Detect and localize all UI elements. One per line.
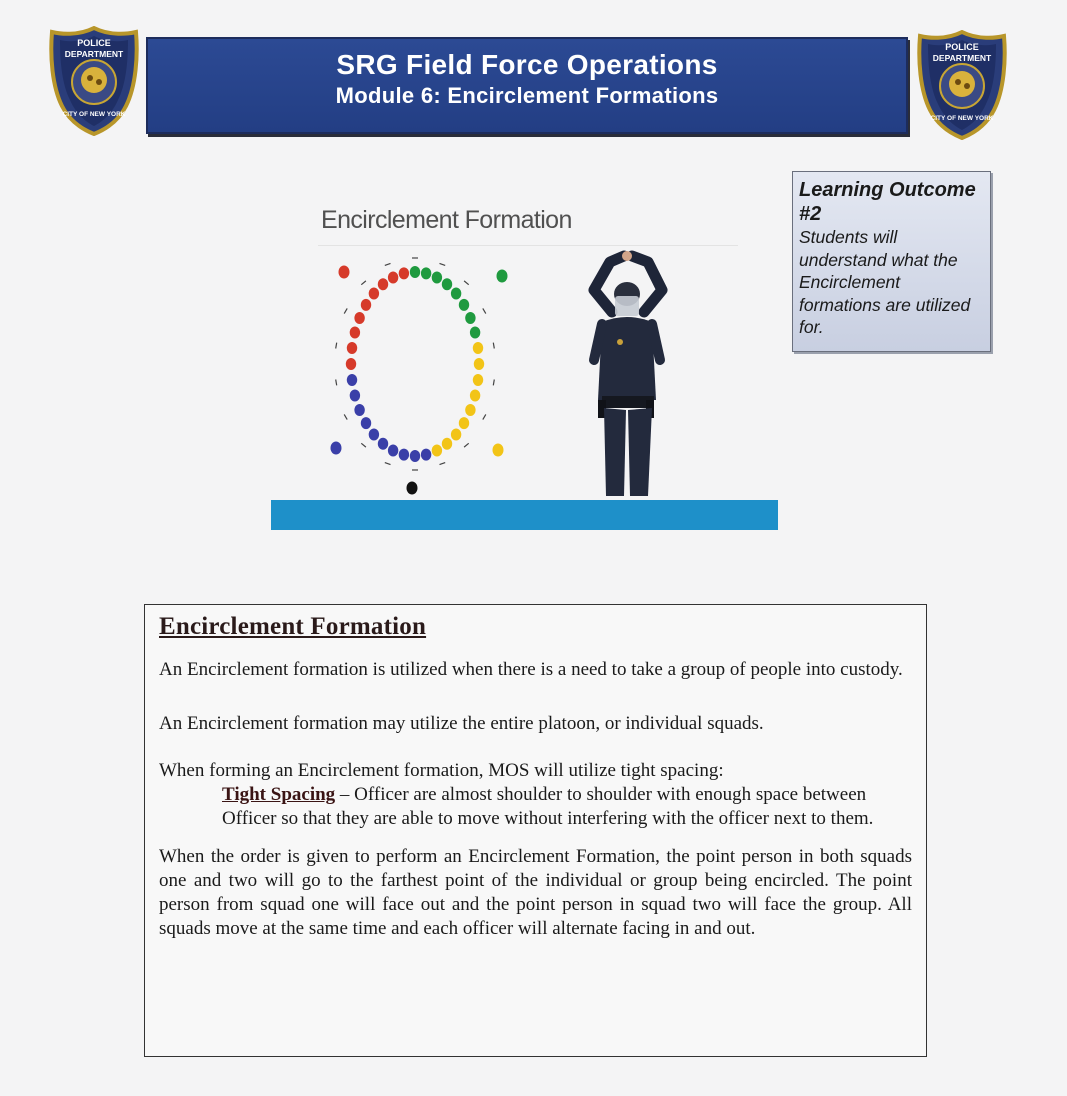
formation-officer-marker: [378, 278, 388, 290]
formation-spacing-tick: [344, 414, 347, 419]
formation-spacing-tick: [336, 343, 337, 349]
formation-officer-marker: [388, 272, 398, 284]
slide-title-divider: [318, 245, 738, 246]
badge-right-bottom-text: CITY OF NEW YORK: [930, 115, 994, 122]
formation-spacing-tick: [361, 281, 366, 285]
badge-right-top-text: POLICE: [945, 42, 979, 52]
formation-officer-marker: [369, 429, 379, 441]
formation-officer-marker: [388, 445, 398, 457]
formation-officer-marker: [459, 417, 469, 429]
badge-left-mid-text: DEPARTMENT: [64, 49, 124, 59]
formation-officer-marker: [473, 374, 483, 386]
paragraph-procedure: When the order is given to perform an Encirclement Formation, the point person in both squads one and two will go to the farthest point of the individual or group being encircled. The point person from squad one will face out and the point person in squad two will face the group. All squads move at the same time and each officer will alternate facing in and out.: [159, 846, 912, 939]
formation-spacing-tick: [493, 343, 494, 349]
learning-outcome-heading: Learning Outcome #2: [799, 179, 976, 225]
formation-spacing-tick: [336, 380, 337, 386]
squad-leader-marker: [497, 270, 508, 283]
formation-officer-marker: [421, 449, 431, 461]
formation-officer-marker: [347, 374, 357, 386]
formation-officer-marker: [369, 288, 379, 300]
formation-officer-marker: [361, 417, 371, 429]
paragraph-scope: An Encirclement formation may utilize the entire platoon, or individual squads.: [159, 713, 764, 734]
slide-accent-bar: [271, 500, 778, 530]
course-title: SRG Field Force Operations: [336, 49, 718, 80]
formation-spacing-tick: [493, 380, 494, 386]
badge-left-bottom-text: CITY OF NEW YORK: [62, 111, 126, 118]
formation-officer-marker: [346, 358, 356, 370]
formation-officer-marker: [361, 299, 371, 311]
formation-officer-marker: [410, 450, 420, 462]
formation-officer-marker: [451, 429, 461, 441]
learning-outcome-box: [792, 171, 991, 352]
formation-spacing-tick: [440, 463, 446, 465]
tight-spacing-text: – Officer are almost shoulder to shoulder with enough space between Officer so that they are able to move without interfering with the officer next to them.: [222, 784, 874, 829]
formation-officer-marker: [432, 272, 442, 284]
formation-officer-marker: [421, 267, 431, 279]
formation-officer-marker: [470, 390, 480, 402]
formation-spacing-tick: [361, 443, 366, 447]
formation-officer-marker: [465, 312, 475, 324]
formation-spacing-tick: [385, 463, 391, 465]
nypd-badge-left: [48, 26, 140, 136]
officer-hand-signal-image: [572, 250, 682, 500]
formation-officer-marker: [354, 404, 364, 416]
badge-left-top-text: POLICE: [77, 38, 111, 48]
formation-officer-marker: [474, 358, 484, 370]
formation-officer-marker: [470, 327, 480, 339]
formation-spacing-tick: [440, 263, 446, 265]
formation-officer-marker: [347, 342, 357, 354]
formation-spacing-tick: [385, 263, 391, 265]
formation-officer-marker: [442, 278, 452, 290]
module-title-banner: [146, 37, 908, 134]
squad-leader-marker: [331, 442, 342, 455]
formation-officer-marker: [432, 445, 442, 457]
squad-leader-marker: [407, 482, 418, 495]
nypd-badge-right: [916, 30, 1008, 140]
formation-officer-marker: [399, 449, 409, 461]
slide-title: Encirclement Formation: [321, 206, 572, 234]
formation-officer-marker: [473, 342, 483, 354]
formation-officer-marker: [465, 404, 475, 416]
formation-spacing-tick: [483, 414, 486, 419]
formation-officer-marker: [459, 299, 469, 311]
formation-officer-marker: [354, 312, 364, 324]
formation-officer-marker: [442, 438, 452, 450]
formation-officer-marker: [399, 267, 409, 279]
tight-spacing-term: Tight Spacing: [222, 784, 336, 805]
encirclement-text-box: [144, 604, 927, 1057]
encirclement-formation-diagram: [320, 252, 530, 502]
learning-outcome-body: Students will understand what the Encirclement formations are utilized for.: [799, 227, 971, 337]
text-box-heading: Encirclement Formation: [159, 613, 427, 640]
formation-officer-marker: [378, 438, 388, 450]
paragraph-spacing-intro: When forming an Encirclement formation, MOS will utilize tight spacing:: [159, 760, 724, 781]
squad-leader-marker: [339, 266, 350, 279]
formation-spacing-tick: [344, 308, 347, 313]
formation-officer-marker: [350, 327, 360, 339]
tight-spacing-definition: [159, 783, 912, 831]
formation-spacing-tick: [464, 443, 469, 447]
formation-officer-marker: [410, 266, 420, 278]
formation-spacing-tick: [464, 281, 469, 285]
paragraph-purpose: An Encirclement formation is utilized when there is a need to take a group of people into custody.: [159, 659, 903, 680]
formation-officer-marker: [350, 390, 360, 402]
module-subtitle: Module 6: Encirclement Formations: [335, 83, 719, 108]
formation-officer-marker: [451, 288, 461, 300]
formation-spacing-tick: [483, 308, 486, 313]
squad-leader-marker: [493, 444, 504, 457]
badge-right-mid-text: DEPARTMENT: [932, 53, 992, 63]
